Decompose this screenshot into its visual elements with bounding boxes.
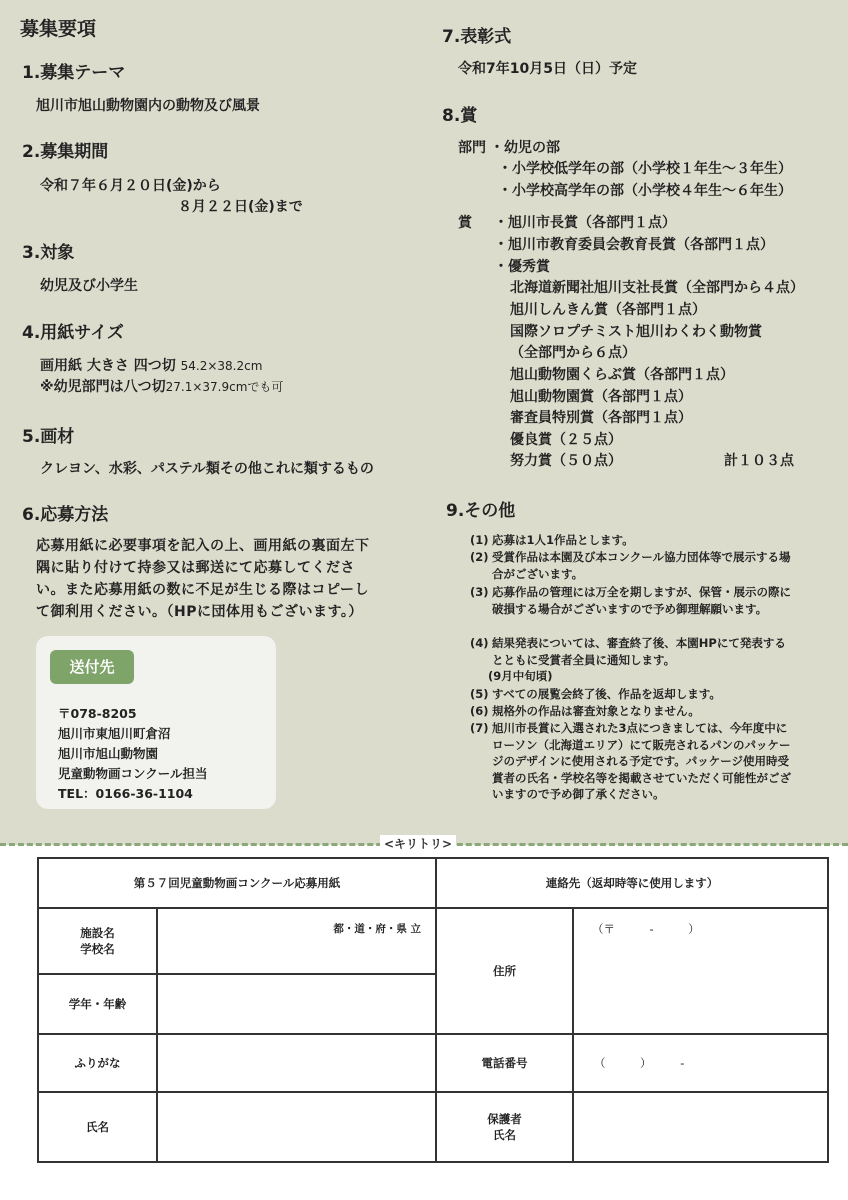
address-street: 旭川市東旭川町倉沼 xyxy=(58,726,171,741)
note-text: すべての展覧会終了後、作品を返却します。 xyxy=(492,687,721,701)
phone-label: 電話番号 xyxy=(436,1034,573,1092)
sub-award: 優良賞（２５点） xyxy=(510,432,622,448)
period-end: ８月２２日(金)まで xyxy=(178,199,303,215)
ceremony-heading: 7.表彰式 xyxy=(442,27,512,47)
paper-heading: 4.用紙サイズ xyxy=(22,323,124,343)
address-dept: 児童動物画コンクール担当 xyxy=(58,766,208,781)
method-line: い。また応募用紙の数に不足が生じる際はコピーし xyxy=(36,582,369,598)
furigana-field[interactable] xyxy=(157,1034,436,1092)
sub-award: 努力賞（５０点） xyxy=(510,453,622,469)
school-label-1: 施設名 xyxy=(80,926,115,940)
paper-line-1 xyxy=(40,355,262,375)
category-item: ・幼児の部 xyxy=(490,140,560,156)
note-number: (5) xyxy=(470,687,489,701)
note-text: 結果発表については、審査終了後、本園HPにて発表するとともに受賞者全員に通知します。 xyxy=(492,636,786,667)
other-heading: 9.その他 xyxy=(446,501,516,521)
category-item: ・小学校低学年の部（小学校１年生～３年生） xyxy=(498,161,792,177)
paper-line-2 xyxy=(40,376,283,396)
form-right-header: 連絡先（返却時等に使用します） xyxy=(436,858,828,908)
note-number: (3) xyxy=(470,585,489,599)
theme-heading: 1.募集テーマ xyxy=(22,63,126,83)
address-org: 旭川市旭山動物園 xyxy=(58,746,159,761)
note-text: (9月中旬頃) xyxy=(488,669,553,683)
method-line: て御利用ください。（HPに団体用もございます。） xyxy=(36,604,363,620)
period-heading: 2.募集期間 xyxy=(22,142,109,162)
award-item: ・優秀賞 xyxy=(494,259,550,275)
note-number: (1) xyxy=(470,533,489,547)
address-label: 住所 xyxy=(436,908,573,1034)
period-start: 令和７年６月２０日(金)から xyxy=(40,178,221,194)
target-body: 幼児及び小学生 xyxy=(40,278,138,294)
address-placeholder: （〒 - ） xyxy=(592,922,700,936)
application-form xyxy=(37,857,829,1163)
category-item: ・小学校高学年の部（小学校４年生～６年生） xyxy=(498,183,792,199)
note-text: 規格外の作品は審査対象となりません。 xyxy=(492,704,700,718)
sub-award: 旭川しんきん賞（各部門１点） xyxy=(510,302,706,318)
method-line: 隅に貼り付けて持参又は郵送にて応募してくださ xyxy=(36,560,355,576)
grade-label: 学年・年齢 xyxy=(38,974,157,1034)
page-title: 募集要項 xyxy=(20,18,97,40)
category-label: 部門 xyxy=(458,140,486,156)
sub-award: 審査員特別賞（各部門１点） xyxy=(510,410,692,426)
grade-field[interactable] xyxy=(157,974,436,1034)
school-suffix: 都・道・府・県 立 xyxy=(333,923,422,935)
address-tag: 送付先 xyxy=(50,650,134,684)
guardian-label-2: 氏名 xyxy=(493,1128,517,1142)
cut-label: <キリトリ> xyxy=(380,835,456,852)
address-phone: TEL：0166-36-1104 xyxy=(58,786,193,801)
note-number: (4) xyxy=(470,636,489,650)
note-number: (6) xyxy=(470,704,489,718)
paper-line-2-size: 27.1×37.9cmでも可 xyxy=(165,380,284,394)
method-body xyxy=(36,535,406,623)
sub-award: 旭山動物園くらぶ賞（各部門１点） xyxy=(510,367,734,383)
award-item: ・旭川市長賞（各部門１点） xyxy=(494,215,676,231)
note-text: 受賞作品は本園及び本コンクール協力団体等で展示する場合がございます。 xyxy=(492,550,791,581)
sub-award: （全部門から６点） xyxy=(510,345,636,361)
theme-body: 旭川市旭山動物園内の動物及び風景 xyxy=(36,98,260,114)
school-label xyxy=(38,908,157,974)
address-card xyxy=(36,636,276,809)
note-number: (7) xyxy=(470,721,489,735)
prize-heading: 8.賞 xyxy=(442,106,478,126)
address-field[interactable] xyxy=(573,908,828,1034)
media-heading: 5.画材 xyxy=(22,427,75,447)
name-label: 氏名 xyxy=(38,1092,157,1162)
furigana-label: ふりがな xyxy=(38,1034,157,1092)
award-item: ・旭川市教育委員会教育長賞（各部門１点） xyxy=(494,237,774,253)
guardian-field[interactable] xyxy=(573,1092,828,1162)
phone-placeholder: （ ） - xyxy=(594,1056,685,1070)
address-postal: 〒078-8205 xyxy=(58,706,137,721)
sub-award: 北海道新聞社旭川支社長賞（全部門から４点） xyxy=(510,280,804,296)
award-label: 賞 xyxy=(458,215,472,231)
note-text: 旭川市長賞に入選された3点につきましては、今年度中にローソン（北海道エリア）にて販売されるパンのパッケージのデザインに使用される予定です。パッケージ使用時受賞者の氏名・学校名等を掲載させていただく可能性がございますので予め御了承ください。 xyxy=(492,721,791,801)
paper-line-1-text: 画用紙 大きさ 四つ切 xyxy=(40,358,176,374)
ceremony-body: 令和7年10月5日（日）予定 xyxy=(458,61,637,77)
note-text: 応募作品の管理には万全を期しますが、保管・展示の際に破損する場合がございますので予め御理解願います。 xyxy=(492,585,791,616)
school-label-2: 学校名 xyxy=(80,942,115,956)
guardian-label-1: 保護者 xyxy=(487,1112,522,1126)
school-field[interactable] xyxy=(157,908,436,974)
phone-field[interactable] xyxy=(573,1034,828,1092)
sub-award: 旭山動物園賞（各部門１点） xyxy=(510,389,692,405)
note-number: (2) xyxy=(470,550,489,564)
method-heading: 6.応募方法 xyxy=(22,505,109,525)
media-body: クレヨン、水彩、パステル類その他これに類するもの xyxy=(40,461,374,477)
sub-award: 国際ソロプチミスト旭川わくわく動物賞 xyxy=(510,324,762,340)
note-text: 応募は1人1作品とします。 xyxy=(492,533,634,547)
form-left-header: 第５７回児童動物画コンクール応募用紙 xyxy=(38,858,436,908)
target-heading: 3.対象 xyxy=(22,243,75,263)
name-field[interactable] xyxy=(157,1092,436,1162)
guardian-label xyxy=(436,1092,573,1162)
paper-line-2-text: ※幼児部門は八つ切 xyxy=(40,379,166,395)
method-line: 応募用紙に必要事項を記入の上、画用紙の裏面左下 xyxy=(36,538,370,554)
total-count: 計１０３点 xyxy=(724,453,794,469)
paper-line-1-size: 54.2×38.2cm xyxy=(180,359,263,373)
